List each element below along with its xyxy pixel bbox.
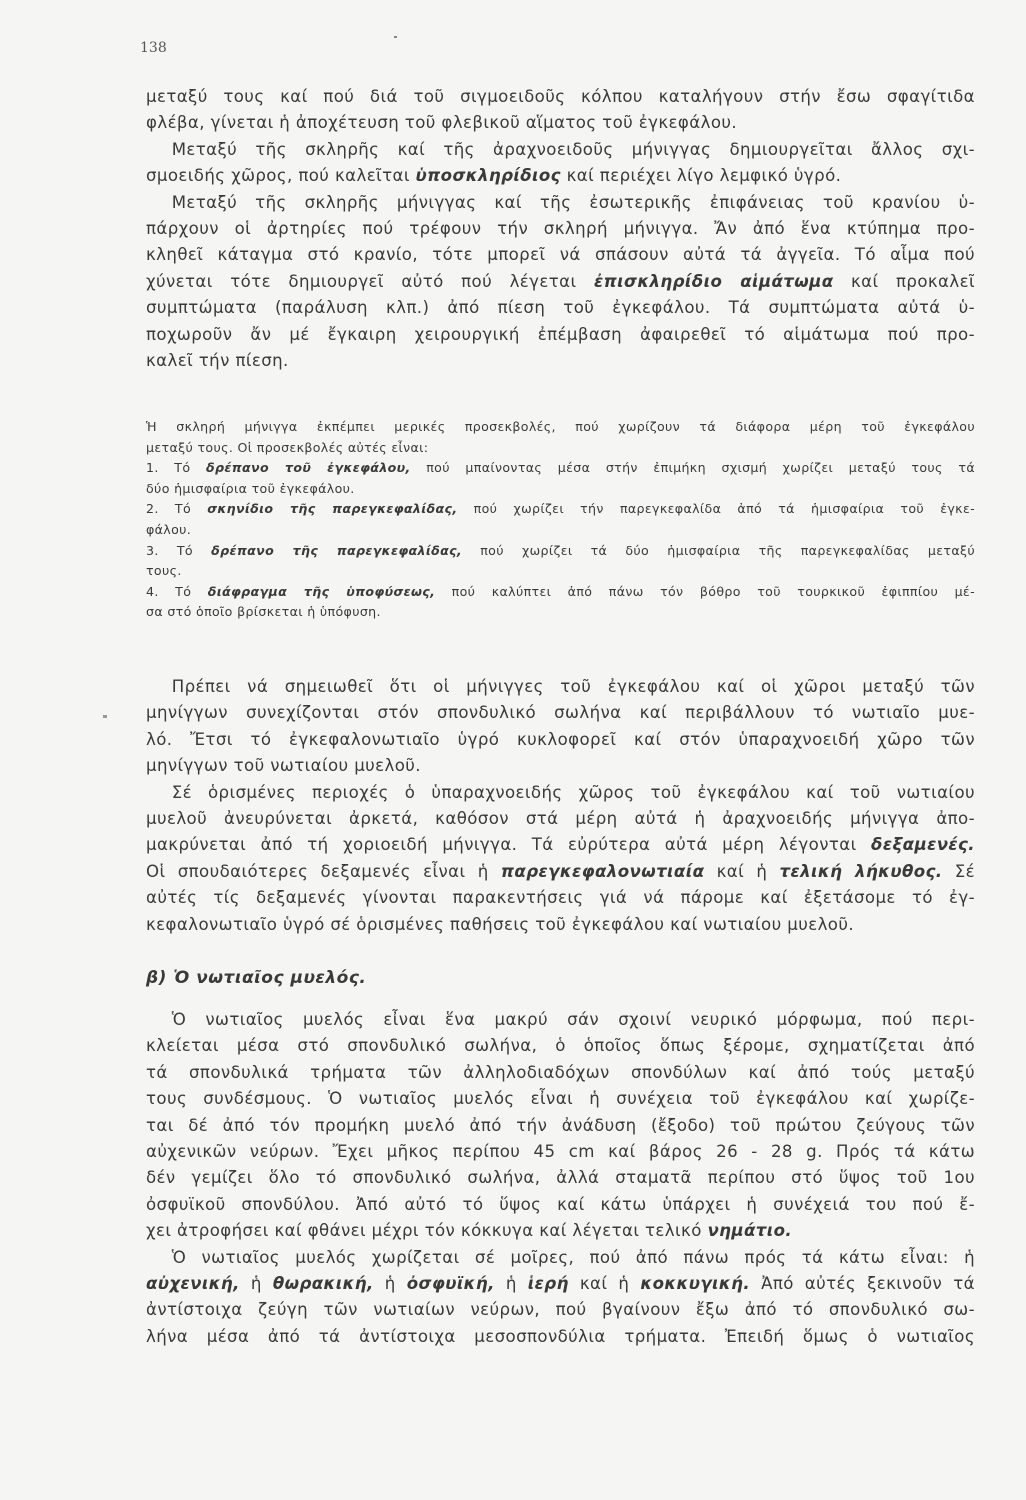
text-line bbox=[146, 1192, 975, 1218]
text-line bbox=[146, 1113, 975, 1139]
emphasized-term: αὐχενική, bbox=[146, 1274, 240, 1294]
text-line bbox=[146, 458, 975, 479]
emphasized-term: ὀσφυϊκή, bbox=[406, 1274, 495, 1294]
text-run: Σέ bbox=[942, 861, 975, 881]
text-line bbox=[146, 269, 975, 295]
emphasized-term: διάφραγμα τῆς ὑποφύσεως, bbox=[207, 583, 436, 599]
text-line bbox=[146, 806, 975, 832]
text-line bbox=[146, 1324, 975, 1350]
text-line bbox=[146, 1086, 975, 1112]
text-line bbox=[146, 163, 975, 189]
text-run: Μεταξύ τῆς σκληρῆς μήνιγγας καί τῆς ἐσωτερικῆς ἐπιφάνειας τοῦ κρανίου ὑ- bbox=[146, 192, 975, 212]
text-run: Μεταξύ τῆς σκληρῆς καί τῆς ἀραχνοειδοῦς μήνιγγας δημιουργεῖται ἄλλος σχι- bbox=[146, 139, 975, 159]
text-run: σα στό ὁποῖο βρίσκεται ἡ ὑπόφυση. bbox=[146, 604, 381, 620]
paragraph-block-cisterns bbox=[146, 674, 975, 938]
text-run: ὀσφυϊκοῦ σπονδύλου. Ἀπό αὐτό τό ὕψος καί κάτω ὑπάρχει ἡ συνέχειά του πού ἔ- bbox=[146, 1194, 975, 1214]
emphasized-term: νημάτιο. bbox=[707, 1221, 793, 1241]
text-line bbox=[146, 348, 975, 374]
text-run: ἡ bbox=[239, 1274, 273, 1294]
text-line bbox=[146, 417, 975, 438]
text-run: Σέ ὁρισμένες περιοχές ὁ ὑπαραχνοειδής χῶρος τοῦ ἐγκεφάλου καί τοῦ νωτιαίου bbox=[146, 782, 975, 802]
text-line bbox=[146, 216, 975, 242]
emphasized-term: σκηνίδιο τῆς παρεγκεφαλίδας, bbox=[207, 501, 458, 517]
scan-mark bbox=[394, 36, 397, 38]
text-run: λό. Ἔτσι τό ἐγκεφαλονωτιαῖο ὑγρό κυκλοφορεῖ καί στόν ὑπαραχνοειδή χῶρο τῶν bbox=[146, 729, 975, 749]
text-line bbox=[146, 1139, 975, 1165]
text-line bbox=[146, 295, 975, 321]
text-line bbox=[146, 84, 975, 110]
text-line bbox=[146, 602, 975, 623]
text-line bbox=[146, 582, 975, 603]
text-run: ται δέ ἀπό τόν προμήκη μυελό ἀπό τήν ἀνάδυση (ἔξοδο) τοῦ πρώτου ζεύγους τῶν bbox=[146, 1115, 975, 1135]
emphasized-term: ὑποσκληρίδιος bbox=[415, 166, 561, 186]
text-line bbox=[146, 1245, 975, 1271]
text-run: καί προκαλεῖ bbox=[833, 271, 976, 291]
text-run: πάρχουν οἱ ἀρτηρίες πού τρέφουν τήν σκληρή μήνιγγα. Ἄν ἀπό ἕνα κτύπημα προ- bbox=[146, 219, 975, 239]
emphasized-term: θωρακική, bbox=[272, 1274, 374, 1294]
emphasized-term: ἐπισκληρίδιο αἱμάτωμα bbox=[593, 271, 834, 291]
text-run: καί ἡ bbox=[568, 1274, 641, 1294]
text-line bbox=[146, 1060, 975, 1086]
text-run: αὐτές τίς δεξαμενές γίνονται παρακεντήσεις γιά νά πάρομε καί ἐξετάσομε τό ἐγ- bbox=[146, 888, 975, 908]
emphasized-term: δρέπανο τοῦ ἐγκεφάλου, bbox=[206, 460, 411, 476]
text-run: δύο ἡμισφαίρια τοῦ ἐγκεφάλου. bbox=[146, 480, 355, 496]
emphasized-term: δρέπανο τῆς παρεγκεφαλίδας, bbox=[211, 542, 463, 558]
text-run: καί περιέχει λίγο λεμφικό ὑγρό. bbox=[560, 166, 842, 186]
text-line bbox=[146, 1271, 975, 1297]
text-line bbox=[146, 1033, 975, 1059]
text-run: ἡ bbox=[373, 1274, 407, 1294]
paragraph-block-meninges bbox=[146, 84, 975, 374]
text-line bbox=[146, 674, 975, 700]
text-run: Ὁ νωτιαῖος μυελός χωρίζεται σέ μοῖρες, πού ἀπό πάνω πρός τά κάτω εἶναι: ἡ bbox=[146, 1247, 975, 1267]
text-run: μεταξύ τους. Οἱ προσεκβολές αὐτές εἶναι: bbox=[146, 439, 429, 455]
text-line bbox=[146, 1218, 975, 1244]
text-line bbox=[146, 700, 975, 726]
text-run: μηνίγγων συνεχίζονται στόν σπονδυλικό σωλήνα καί περιβάλλουν τό νωτιαῖο μυε- bbox=[146, 703, 975, 723]
text-run: κληθεῖ κάταγμα στό κρανίο, τότε μπορεῖ νά σπάσουν αὐτά τά ἀγγεῖα. Τό αἷμα πού bbox=[146, 245, 975, 265]
text-run: μεταξύ τους καί πού διά τοῦ σιγμοειδοῦς κόλπου καταλήγουν στήν ἔσω σφαγίτιδα bbox=[146, 87, 975, 106]
text-line bbox=[146, 322, 975, 348]
text-run: λήνα μέσα ἀπό τά ἀντίστοιχα μεσοσπονδύλια τρήματα. Ἐπειδή ὅμως ὁ νωτιαῖος bbox=[146, 1326, 975, 1346]
text-line bbox=[146, 499, 975, 520]
text-run: Πρέπει νά σημειωθεῖ ὅτι οἱ μήνιγγες τοῦ ἐγκεφάλου καί οἱ χῶροι μεταξύ τῶν bbox=[146, 677, 975, 696]
text-line bbox=[146, 780, 975, 806]
text-run: μηνίγγων τοῦ νωτιαίου μυελοῦ. bbox=[146, 756, 421, 776]
emphasized-term: δεξαμενές. bbox=[871, 835, 975, 855]
text-run: 4. Τό bbox=[146, 583, 208, 599]
scan-mark bbox=[103, 715, 107, 718]
text-run: δέν γεμίζει ὅλο τό σπονδυλικό σωλήνα, ἀλλά σταματᾶ περίπου στό ὕψος τοῦ 1ου bbox=[146, 1168, 975, 1188]
text-run: κεφαλονωτιαῖο ὑγρό σέ ὁρισμένες παθήσεις τοῦ ἐγκεφάλου καί νωτιαίου μυελοῦ. bbox=[146, 914, 855, 934]
text-run: μακρύνεται ἀπό τή χοριοειδή μήνιγγα. Τά εὐρύτερα αὐτά μέρη λέγονται bbox=[146, 835, 872, 855]
text-run: φάλου. bbox=[146, 521, 192, 537]
text-line bbox=[146, 438, 975, 459]
text-line bbox=[146, 479, 975, 500]
emphasized-term: κοκκυγική. bbox=[640, 1274, 751, 1294]
text-run: τους. bbox=[146, 563, 182, 579]
text-line bbox=[146, 1165, 975, 1191]
emphasized-term: ἱερή bbox=[527, 1274, 569, 1294]
text-line bbox=[146, 110, 975, 136]
text-run: τά σπονδυλικά τρήματα τῶν ἀλληλοδιαδόχων σπονδύλων καί ἀπό τούς μεταξύ bbox=[146, 1062, 975, 1082]
text-run: αὐχενικῶν νεύρων. Ἔχει μῆκος περίπου 45 cm καί βάρος 26 - 28 g. Πρός τά κάτω bbox=[146, 1142, 975, 1162]
section-heading: β) Ὁ νωτιαῖος μυελός. bbox=[146, 968, 367, 988]
text-run: χει ἀτροφήσει καί φθάνει μέχρι τόν κόκκυγα καί λέγεται τελικό bbox=[146, 1221, 708, 1241]
text-run: συμπτώματα (παράλυση κλπ.) ἀπό πίεση τοῦ ἐγκεφάλου. Τά συμπτώματα αὐτά ὑ- bbox=[146, 298, 975, 318]
emphasized-term: παρεγκεφαλονωτιαία bbox=[500, 861, 705, 881]
text-line bbox=[146, 753, 975, 779]
text-run: ἀντίστοιχα ζεύγη τῶν νωτιαίων νεύρων, πού βγαίνουν ἔξω ἀπό τό σπονδυλικό σω- bbox=[146, 1300, 975, 1320]
text-run: τους συνδέσμους. Ὁ νωτιαῖος μυελός εἶναι ἡ συνέχεια τοῦ ἐγκεφάλου καί χωρίζε- bbox=[146, 1089, 975, 1109]
text-line bbox=[146, 1007, 975, 1033]
text-run: 2. Τό bbox=[146, 501, 208, 517]
text-line bbox=[146, 832, 975, 858]
text-run: 1. Τό bbox=[146, 460, 206, 476]
text-run: 3. Τό bbox=[146, 542, 212, 558]
text-run: Οἱ σπουδαιότερες δεξαμενές εἶναι ἡ bbox=[146, 861, 501, 881]
text-run: κλείεται μέσα στό σπονδυλικό σωλήνα, ὁ ὁποῖος ὅπως ξέρομε, σχηματίζεται ἀπό bbox=[146, 1036, 975, 1056]
text-run: ποχωροῦν ἄν μέ ἔγκαιρη χειρουργική ἐπέμβαση ἀφαιρεθεῖ τό αἱμάτωμα πού προ- bbox=[146, 324, 975, 344]
text-line bbox=[146, 1297, 975, 1323]
text-run: μυελοῦ ἀνευρύνεται ἀρκετά, καθόσον στά μέρη αὐτά ἡ ἀραχνοειδής μήνιγγα ἀπο- bbox=[146, 809, 975, 829]
text-run: πού καλύπτει ἀπό πάνω τόν βόθρο τοῦ τουρκικοῦ ἐφιππίου μέ- bbox=[435, 583, 975, 599]
text-run: Ἀπό αὐτές ξεκινοῦν τά bbox=[750, 1274, 975, 1294]
text-run: πού χωρίζει τήν παρεγκεφαλίδα ἀπό τά ἡμισφαίρια τοῦ ἐγκε- bbox=[457, 501, 975, 517]
text-line bbox=[146, 561, 975, 582]
text-line bbox=[146, 727, 975, 753]
text-run: καί ἡ bbox=[704, 861, 780, 881]
text-run: ἡ bbox=[494, 1274, 528, 1294]
text-run: καλεῖ τήν πίεση. bbox=[146, 351, 289, 371]
text-line bbox=[146, 190, 975, 216]
text-run: πού χωρίζει τά δύο ἡμισφαίρια τῆς παρεγκεφαλίδας μεταξύ bbox=[462, 542, 976, 558]
paragraph-block-spinal-cord bbox=[146, 1007, 975, 1350]
text-run: Ὁ νωτιαῖος μυελός εἶναι ἕνα μακρύ σάν σχοινί νευρικό μόρφωμα, πού περι- bbox=[146, 1010, 975, 1029]
text-line bbox=[146, 242, 975, 268]
text-line bbox=[146, 885, 975, 911]
text-line bbox=[146, 912, 975, 938]
text-line bbox=[146, 541, 975, 562]
text-line bbox=[146, 520, 975, 541]
emphasized-term: τελική λήκυθος. bbox=[779, 861, 943, 881]
text-line bbox=[146, 859, 975, 885]
text-run: πού μπαίνοντας μέσα στήν ἐπιμήκη σχισμή χωρίζει μεταξύ τους τά bbox=[410, 460, 975, 476]
text-run: σμοειδής χῶρος, πού καλεῖται bbox=[146, 166, 416, 186]
text-line bbox=[146, 137, 975, 163]
text-run: Ἡ σκληρή μήνιγγα ἐκπέμπει μερικές προσεκβολές, πού χωρίζουν τά διάφορα μέρη τοῦ ἐγκεφάλου bbox=[146, 419, 975, 434]
text-run: χύνεται τότε δημιουργεῖ αὐτό πού λέγεται bbox=[146, 271, 594, 291]
footnote-dural-folds bbox=[146, 417, 975, 623]
text-run: φλέβα, γίνεται ἡ ἀποχέτευση τοῦ φλεβικοῦ αἵματος τοῦ ἐγκεφάλου. bbox=[146, 113, 738, 133]
page-number: 138 bbox=[140, 40, 167, 56]
